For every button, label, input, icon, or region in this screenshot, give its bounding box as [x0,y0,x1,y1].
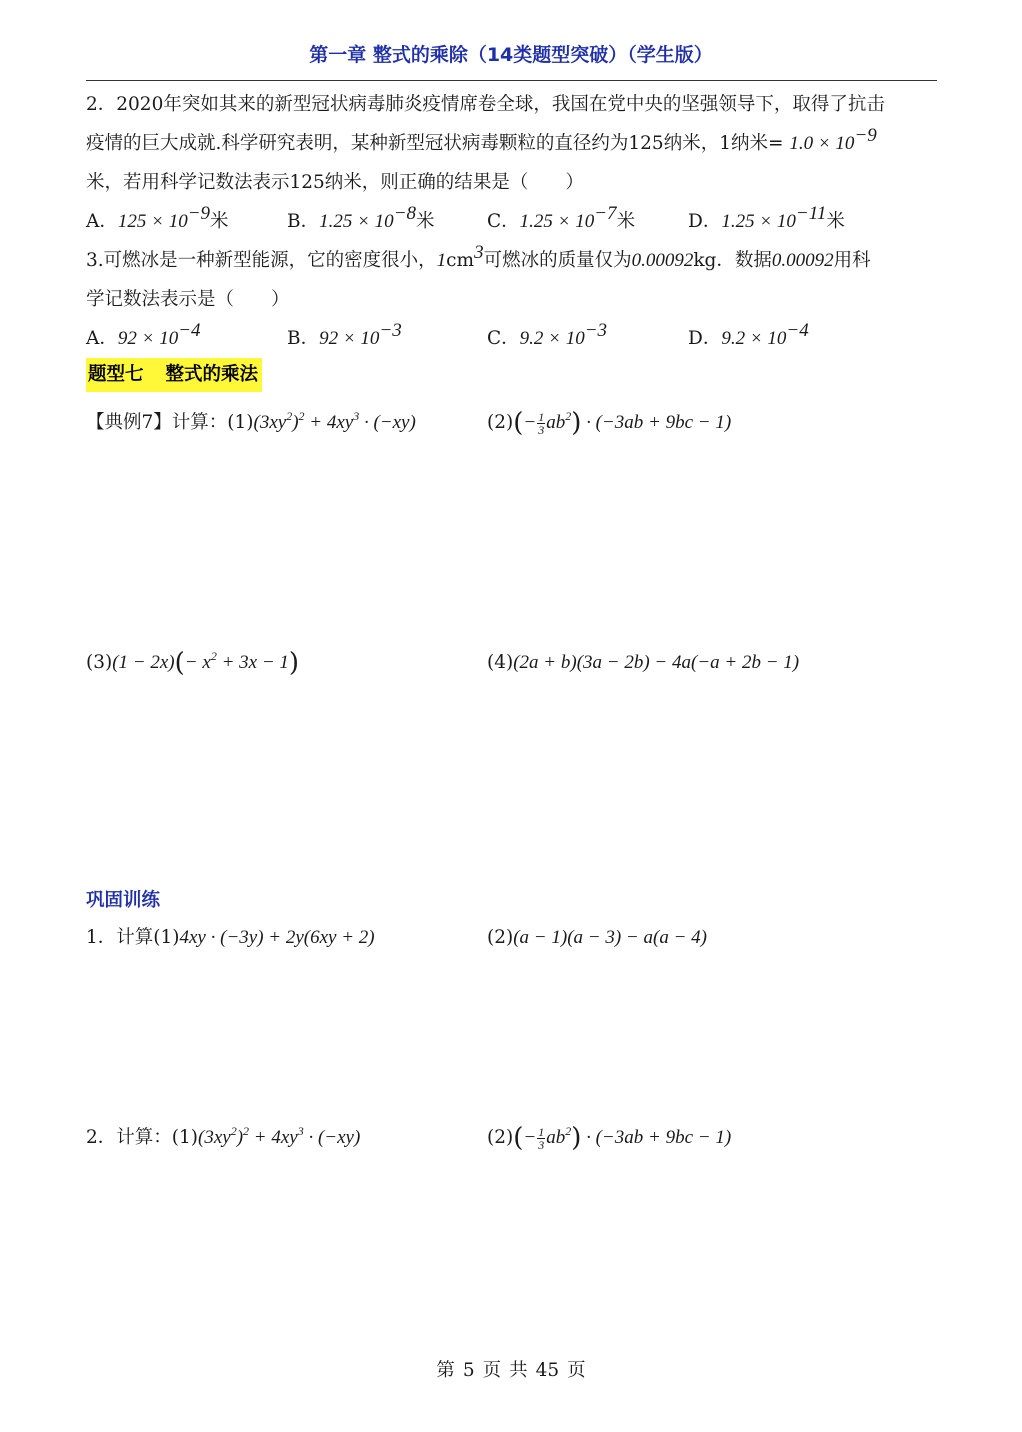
math-expression: (2a + b)(3a − 2b) − 4a(−a + 2b − 1) [513,652,800,673]
q3-option-a [86,320,201,351]
option-label: A． [86,328,118,349]
part-label: (2) [487,1127,514,1148]
option-label: C． [487,211,520,232]
example7-part2 [487,408,732,438]
part-label: (4) [487,652,514,673]
footer-page-number: 5 [462,1360,475,1381]
option-exp: −3 [379,320,402,341]
page-title: 第一章 整式的乘除（14类题型突破）（学生版） [309,44,713,66]
q3-unit-exp: 3 [474,242,484,263]
option-base: 92 × 10 [319,328,380,349]
q2-line-3: 米，若用科学记数法表示125纳米，则正确的结果是（ ） [86,172,584,193]
option-exp: −4 [786,320,809,341]
section-label-left: 题型七 [88,364,144,385]
part-label: (1) [153,927,180,948]
footer-total-pages: 45 [535,1360,560,1381]
example7-part1 [86,411,416,435]
q3-text-a: 3.可燃冰是一种新型能源，它的密度很小， [86,250,437,271]
option-exp: −4 [178,320,201,341]
option-exp: −7 [594,203,617,224]
option-base: 9.2 × 10 [721,328,787,349]
option-label: A． [86,211,118,232]
part-label: (2) [487,412,514,433]
practice-q2-lead: 2．计算： [86,1127,172,1148]
option-base: 1.25 × 10 [319,211,394,232]
q3-text-f: kg．数据 [693,250,772,271]
math-expression: (a − 1)(a − 3) − a(a − 4) [513,927,707,948]
option-label: B． [287,328,320,349]
part-label: (3) [86,652,113,673]
option-base: 9.2 × 10 [519,328,585,349]
option-base: 1.25 × 10 [721,211,796,232]
option-base: 92 × 10 [117,328,179,349]
practice-q1-part2 [487,926,707,950]
q3-option-b [287,320,402,351]
option-base: 125 × 10 [117,211,188,232]
footer-text: 第 [436,1360,455,1381]
q2-line-2-text: 疫情的巨大成就.科学研究表明，某种新型冠状病毒颗粒的直径约为125纳米，1纳米= [86,133,790,154]
option-label: D． [688,328,722,349]
practice-q1-part1 [86,926,375,950]
option-exp: −3 [584,320,608,341]
header-divider [86,80,937,81]
section-highlight-label [86,358,262,392]
option-label: C． [487,328,520,349]
option-unit: 米 [416,211,435,232]
q3-option-c [487,320,608,351]
math-expression: $(3xy^2)^2 + 4xy^3 \cdot (-xy)$ [198,1124,361,1148]
part-label: (2) [487,927,514,948]
example7-part4 [487,651,799,675]
footer-text: 共 [509,1360,528,1381]
math-expression: (− $\frac{1}{3}$ $ab^2) \cdot (-3ab + 9bc - 1)$ [513,408,732,438]
q2-option-c [487,203,636,234]
q2-line-1: 2．2020年突如其来的新型冠状病毒肺炎疫情席卷全球，我国在党中央的坚强领导下，取得了抗击 [86,94,885,115]
q3-line-2: 学记数法表示是（ ） [86,289,290,310]
q3-text-h: 用科 [833,250,871,271]
q3-unit-c: cm [446,250,475,271]
option-unit: 米 [826,211,845,232]
q3-math-g: 0.00092 [771,250,834,271]
q2-line-2 [86,125,877,156]
practice-q1-lead: 1．计算 [86,927,154,948]
q2-line-2-exp: −9 [854,125,877,146]
footer-text: 页 [567,1360,586,1381]
q3-line-1 [86,242,871,273]
part-label: (1) [227,412,254,433]
practice-q2-part2 [487,1123,732,1153]
math-expression: $(1 - 2x)(- x^2 + 3x - 1)$ [112,648,300,678]
math-expression: (− $\frac{1}{3}$ $ab^2) \cdot (-3ab + 9bc - 1)$ [513,1123,732,1153]
q3-math-e: 0.00092 [631,250,694,271]
example7-part3 [86,648,300,678]
q2-option-d [688,203,845,234]
q2-option-b [287,203,435,234]
option-label: D． [688,211,722,232]
q3-text-d: 可燃冰的质量仅为 [483,250,632,271]
q2-option-a [86,203,229,234]
option-unit: 米 [616,211,636,232]
footer-text: 页 [482,1360,502,1381]
math-expression: 4xy · (−3y) + 2y(6xy + 2) [179,927,375,948]
part-label: (1) [171,1127,198,1148]
q2-line-2-math: 1.0 × 10 [789,133,855,154]
option-base: 1.25 × 10 [519,211,595,232]
page-footer [0,1356,1022,1382]
section-label-right: 整式的乘法 [165,364,259,385]
example7-lead: 【典例7】计算： [86,412,228,433]
q3-math-b: 1 [436,250,447,271]
q3-option-d [688,320,809,351]
option-label: B． [287,211,320,232]
practice-q2-part1 [86,1126,360,1150]
option-exp: −9 [187,203,211,224]
option-exp: −11 [795,203,827,224]
option-unit: 米 [210,211,229,232]
math-expression: $(3xy^2)^2 + 4xy^3 \cdot (-xy)$ [253,409,416,433]
option-exp: −8 [393,203,417,224]
practice-heading: 巩固训练 [86,890,161,911]
